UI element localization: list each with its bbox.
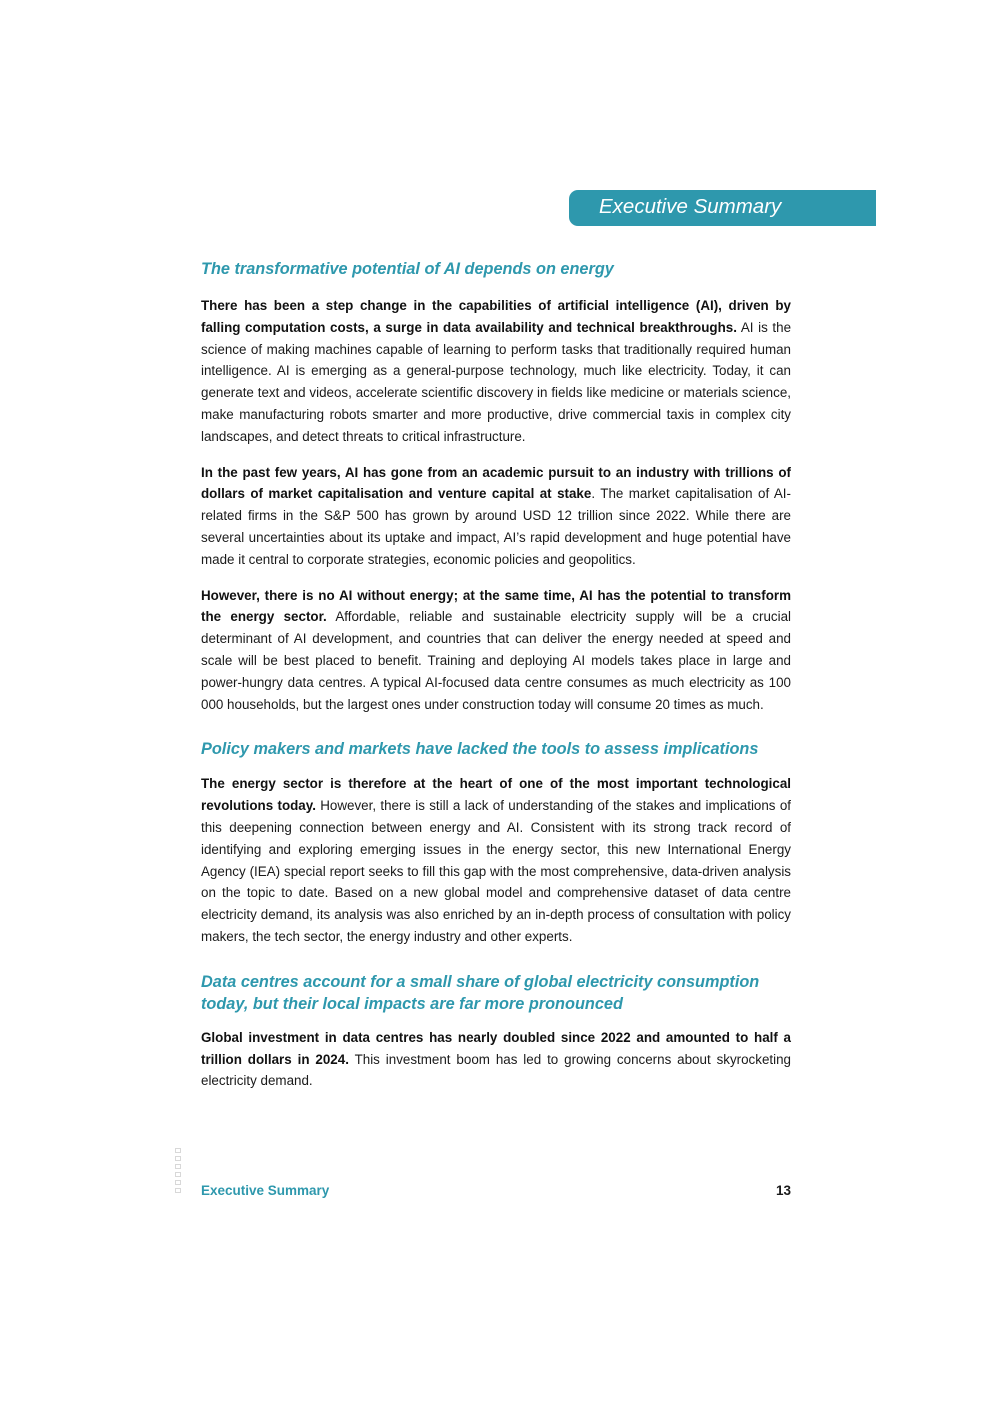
paragraph-lead: In the past few years, AI has gone from an academic pursuit to an industry with trillions of dollars of market capitalisation and venture capital at stake	[201, 464, 791, 502]
section-heading: The transformative potential of AI depends on energy	[201, 260, 614, 278]
paragraph-body: This investment boom has led to growing concerns about skyrocketing electricity demand.	[201, 1051, 791, 1089]
margin-watermark	[173, 1148, 183, 1196]
section-banner	[569, 190, 876, 226]
paragraph-body: AI is the science of making machines capable of learning to perform tasks that traditionally required human intelligence. AI is emerging as a general-purpose technology, much like electricity. Today, it can generate text and videos, accelerate scientific discovery in fields like medicine or materials science, make manufacturing robots smarter and more productive, drive commercial taxis in complex city landscapes, and detect threats to critical infrastructure.	[201, 319, 792, 444]
banner-title: Executive Summary	[599, 195, 782, 218]
paragraph	[201, 295, 791, 448]
main-content	[201, 258, 791, 1092]
paragraph-body: . The market capitalisation of AI-related firms in the S&P 500 has grown by around USD 12 trillion since 2022. While there are several uncertainties about its uptake and impact, AI’s rapid development and huge potential have made it central to corporate strategies, economic policies and geopolitics.	[201, 486, 791, 567]
paragraph-body: Affordable, reliable and sustainable electricity supply will be a crucial determinant of AI development, and countries that can deliver the energy needed at speed and scale will be best placed to benefit. Training and deploying AI models takes place in large and power-hungry data centres. A typical AI-focused data centre consumes as much electricity as 100 000 households, but the largest ones under construction today will consume 20 times as much.	[201, 609, 791, 712]
footer-label: Executive Summary	[201, 1183, 330, 1198]
paragraph-lead: However, there is no AI without energy; at the same time, AI has the potential to transform the energy sector.	[201, 587, 791, 625]
paragraph-lead: There has been a step change in the capabilities of artificial intelligence (AI), driven by falling computation costs, a surge in data availability and technical breakthroughs.	[201, 298, 791, 335]
section-heading-line: today, but their local impacts are far more pronounced	[201, 994, 623, 1013]
section-heading	[201, 971, 791, 1015]
section-heading: Policy makers and markets have lacked the tools to assess implications	[201, 740, 759, 759]
section-heading-line: Data centres account for a small share of global electricity consumption	[201, 972, 760, 991]
paragraph	[201, 585, 791, 716]
paragraph	[201, 773, 791, 947]
paragraph-lead: Global investment in data centres has nearly doubled since 2022 and amounted to half a trillion dollars in 2024.	[201, 1029, 791, 1067]
paragraph	[201, 462, 791, 571]
paragraph-body: However, there is still a lack of understanding of the stakes and implications of this deepening connection between energy and AI. Consistent with its strong track record of identifying and exploring emerging issues in the energy sector, this new International Energy Agency (IEA) special report seeks to fill this gap with the most comprehensive, data-driven analysis on the topic to date. Based on a new global model and comprehensive dataset of data centre electricity demand, its analysis was also enriched by an in-depth process of consultation with policy makers, the tech sector, the energy industry and other experts.	[201, 798, 791, 944]
paragraph	[201, 1027, 791, 1092]
paragraph-lead: The energy sector is therefore at the heart of one of the most important technological revolutions today.	[201, 776, 791, 814]
page-number: 13	[775, 1183, 791, 1198]
page-footer	[201, 1183, 791, 1203]
